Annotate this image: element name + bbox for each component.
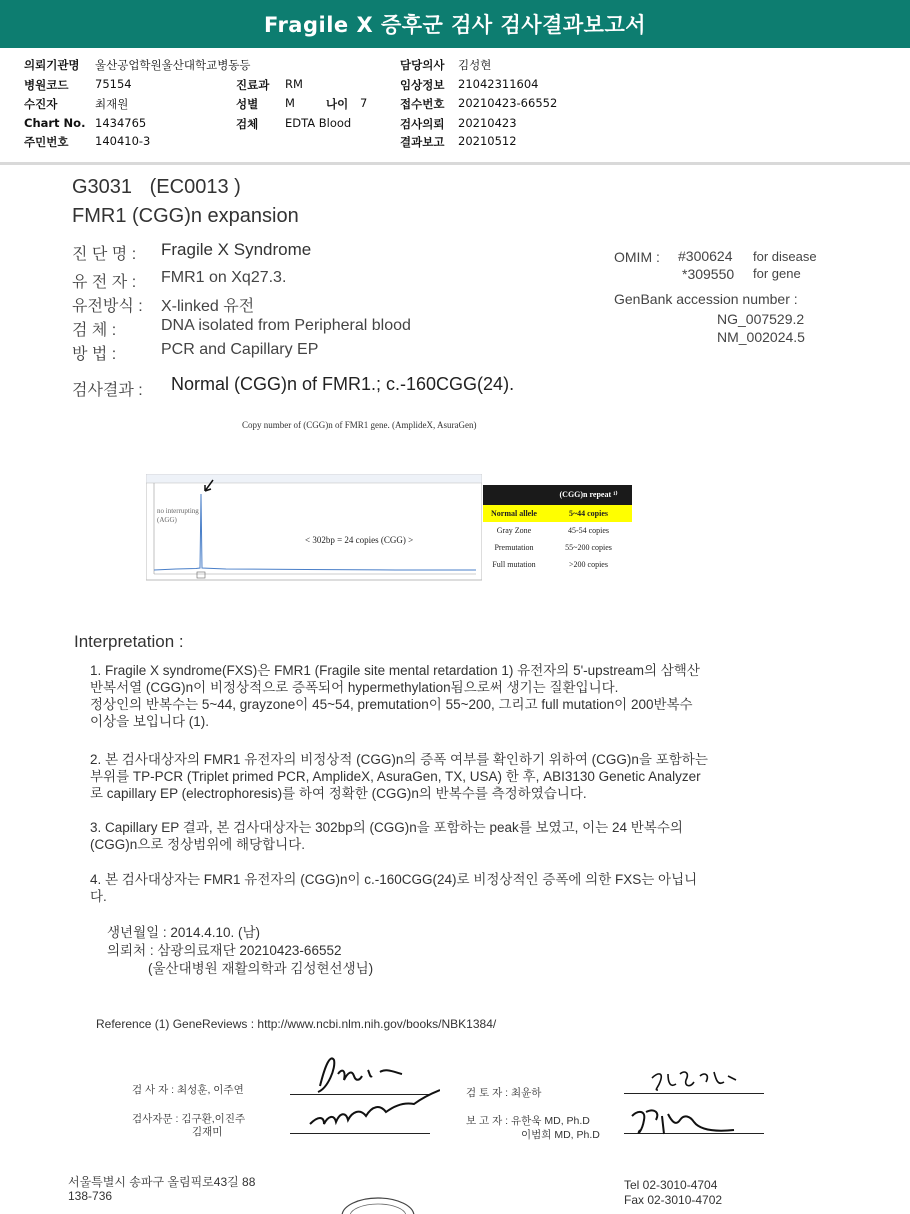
interpretation-title: Interpretation : — [74, 632, 184, 651]
table-header: (CGG)n repeat ¹⁾ — [545, 485, 632, 505]
sex-value: M — [285, 96, 295, 110]
clinical-value: 21042311604 — [458, 77, 539, 91]
repeat-range-table — [483, 485, 632, 573]
footer-tel: Tel 02-3010-4704 — [624, 1178, 718, 1192]
report-date-value: 20210512 — [458, 134, 517, 148]
hospital-code-label: 병원코드 — [24, 78, 69, 92]
tester2-sub: 김재미 — [192, 1126, 223, 1138]
doctor-label: 담당의사 — [400, 58, 445, 72]
inheritance-value: X-linked 유전 — [161, 298, 255, 315]
hospital-seal-icon — [338, 1194, 418, 1214]
genbank-label: GenBank accession number : — [614, 291, 798, 307]
p4-line: 다. — [90, 889, 107, 904]
table-row-value: 45-54 copies — [567, 526, 610, 535]
report-date-label: 결과보고 — [400, 135, 445, 149]
gene-label: 유 전 자 : — [72, 274, 137, 291]
omim-gene-note: for gene — [753, 266, 801, 281]
test-name: FMR1 (CGG)n expansion — [72, 205, 299, 227]
p3-line: (CGG)n으로 정상범위에 해당합니다. — [90, 837, 305, 852]
inheritance-label: 유전방식 : — [72, 298, 143, 315]
p1-line: 이상을 보입니다 (1). — [90, 714, 210, 729]
request-date-label: 검사의뢰 — [400, 117, 445, 131]
reviewer-label: 검 토 자 : 최윤하 — [466, 1087, 542, 1099]
footer-zip: 138-736 — [68, 1189, 113, 1203]
result-value: Normal (CGG)n of FMR1.; c.-160CGG(24). — [171, 374, 515, 394]
resident-no-value: 140410-3 — [95, 134, 151, 148]
birth-date: 생년월일 : 2014.4.10. (남) — [107, 925, 261, 940]
reporter-sub: 이범희 MD, Ph.D — [521, 1129, 600, 1141]
omim-disease-note: for disease — [753, 249, 817, 264]
p2-line: 2. 본 검사대상자의 FMR1 유전자의 비정상적 (CGG)n의 증폭 여부를 확인하기 위하여 (CGG)n을 포함하는 — [90, 752, 708, 767]
report-title-banner — [0, 0, 910, 48]
reporter-label: 보 고 자 : 유한욱 MD, Ph.D — [466, 1115, 590, 1127]
electropherogram-chart — [146, 474, 482, 584]
table-row-label: Premutation — [494, 543, 534, 552]
header-divider — [0, 162, 910, 165]
referral: 의뢰처 : 삼광의료재단 20210423-66552 — [107, 943, 342, 958]
sex-label: 성별 — [236, 97, 259, 111]
request-date-value: 20210423 — [458, 116, 517, 130]
interpretation-p3 — [90, 819, 820, 853]
specimen-info-label: 검 체 : — [72, 322, 117, 339]
table-row-value: 55~200 copies — [565, 543, 612, 552]
test-code: G3031 — [72, 176, 133, 198]
method-label: 방 법 : — [72, 346, 117, 363]
clinical-label: 임상정보 — [400, 78, 445, 92]
p1-line: 1. Fragile X syndrome(FXS)은 FMR1 (Fragile site mental retardation 1) 유전자의 5'-upstream의 삼핵산 — [90, 663, 700, 678]
receipt-label: 접수번호 — [400, 97, 445, 111]
result-label: 검사결과 : — [72, 382, 143, 399]
gene-value: FMR1 on Xq27.3. — [161, 269, 287, 286]
table-row-value: >200 copies — [569, 560, 608, 569]
tester-signature-icon — [290, 1046, 440, 1146]
interpretation-p4 — [90, 871, 820, 905]
chart-no-label: Chart No. — [24, 116, 86, 130]
figure-caption: Copy number of (CGG)n of FMR1 gene. (AmplideX, AsuraGen) — [242, 420, 477, 430]
p1-line: 반복서열 (CGG)n이 비정상적으로 증폭되어 hypermethylation됨으로써 생기는 질환입니다. — [90, 680, 619, 695]
interpretation-p2 — [90, 751, 820, 802]
omim-gene-id: *309550 — [682, 266, 735, 282]
interpretation-p1 — [90, 662, 820, 730]
specimen-label: 검체 — [236, 117, 259, 131]
p1-line: 정상인의 반복수는 5~44, grayzone이 45~54, premutation이 55~200, 그리고 full mutation이 200반복수 — [90, 697, 693, 712]
footer-address: 서울특별시 송파구 올림픽로43길 88 — [68, 1175, 256, 1189]
report-header — [0, 48, 910, 162]
specimen-info-value: DNA isolated from Peripheral blood — [161, 317, 411, 334]
p3-line: 3. Capillary EP 결과, 본 검사대상자는 302bp의 (CGG)n을 포함하는 peak를 보였고, 이는 24 반복수의 — [90, 820, 683, 835]
referral-sub: (울산대병원 재활의학과 김성현선생님) — [148, 961, 374, 976]
diagnosis-label: 진 단 명 : — [72, 246, 137, 263]
footer-fax: Fax 02-3010-4702 — [624, 1193, 723, 1207]
genbank-accession-1: NG_007529.2 — [717, 311, 805, 327]
table-row-label: Gray Zone — [496, 526, 532, 535]
tester2-label: 검사자문 : 김구환,이진주 — [132, 1113, 246, 1125]
table-header-blank — [483, 485, 545, 505]
age-label: 나이 — [326, 97, 349, 111]
test-code-line — [72, 176, 241, 199]
table-body — [483, 505, 632, 573]
reviewer-signature-icon — [624, 1060, 774, 1150]
resident-no-label: 주민번호 — [24, 135, 69, 149]
reference: Reference (1) GeneReviews : http://www.ncbi.nlm.nih.gov/books/NBK1384/ — [96, 1017, 497, 1031]
genbank-accession-2: NM_002024.5 — [717, 329, 805, 345]
table-row-label: Full mutation — [492, 560, 536, 569]
hospital-code-value: 75154 — [95, 77, 132, 91]
chart-no-value: 1434765 — [95, 116, 147, 130]
dept-label: 진료과 — [236, 78, 270, 92]
dept-value: RM — [285, 77, 303, 91]
chart-ruler — [146, 474, 482, 483]
table-row — [483, 522, 632, 539]
specimen-value: EDTA Blood — [285, 116, 352, 130]
table-row-value: 5~44 copies — [568, 509, 609, 518]
table-row — [483, 505, 632, 522]
age-value: 7 — [360, 96, 368, 110]
p2-line: 부위를 TP-PCR (Triplet primed PCR, AmplideX, AsuraGen, TX, USA) 한 후, ABI3130 Genetic Analyzer — [90, 769, 701, 784]
diagnosis-value: Fragile X Syndrome — [161, 240, 312, 259]
peak-annotation: no interrupting (AGG) — [157, 507, 199, 524]
p4-line: 4. 본 검사대상자는 FMR1 유전자의 (CGG)n이 c.-160CGG(24)로 비정상적인 증폭에 의한 FXS는 아닙니 — [90, 872, 698, 887]
patient-label: 수진자 — [24, 97, 58, 111]
p2-line: 로 capillary EP (electrophoresis)를 하여 정확한 (CGG)n의 반복수를 측정하였습니다. — [90, 786, 587, 801]
peak-size-label: < 302bp = 24 copies (CGG) > — [305, 535, 414, 545]
institution-value: 울산공업학원울산대학교병동등 — [95, 58, 251, 72]
method-value: PCR and Capillary EP — [161, 341, 319, 358]
table-row-label: Normal allele — [491, 509, 537, 518]
table-row — [483, 539, 632, 556]
omim-disease-id: #300624 — [678, 248, 733, 264]
test-subcode: (EC0013 ) — [149, 176, 241, 198]
omim-label: OMIM : — [614, 249, 660, 265]
table-header-row — [483, 485, 632, 505]
patient-value: 최재원 — [95, 97, 129, 111]
chart-frame — [146, 474, 482, 580]
institution-label: 의뢰기관명 — [24, 58, 80, 72]
doctor-value: 김성현 — [458, 58, 492, 72]
table-row — [483, 556, 632, 573]
report-title: Fragile X 증후군 검사 검사결과보고서 — [263, 13, 647, 37]
receipt-value: 20210423-66552 — [458, 96, 558, 110]
tester-label: 검 사 자 : 최성훈, 이주연 — [132, 1084, 244, 1096]
